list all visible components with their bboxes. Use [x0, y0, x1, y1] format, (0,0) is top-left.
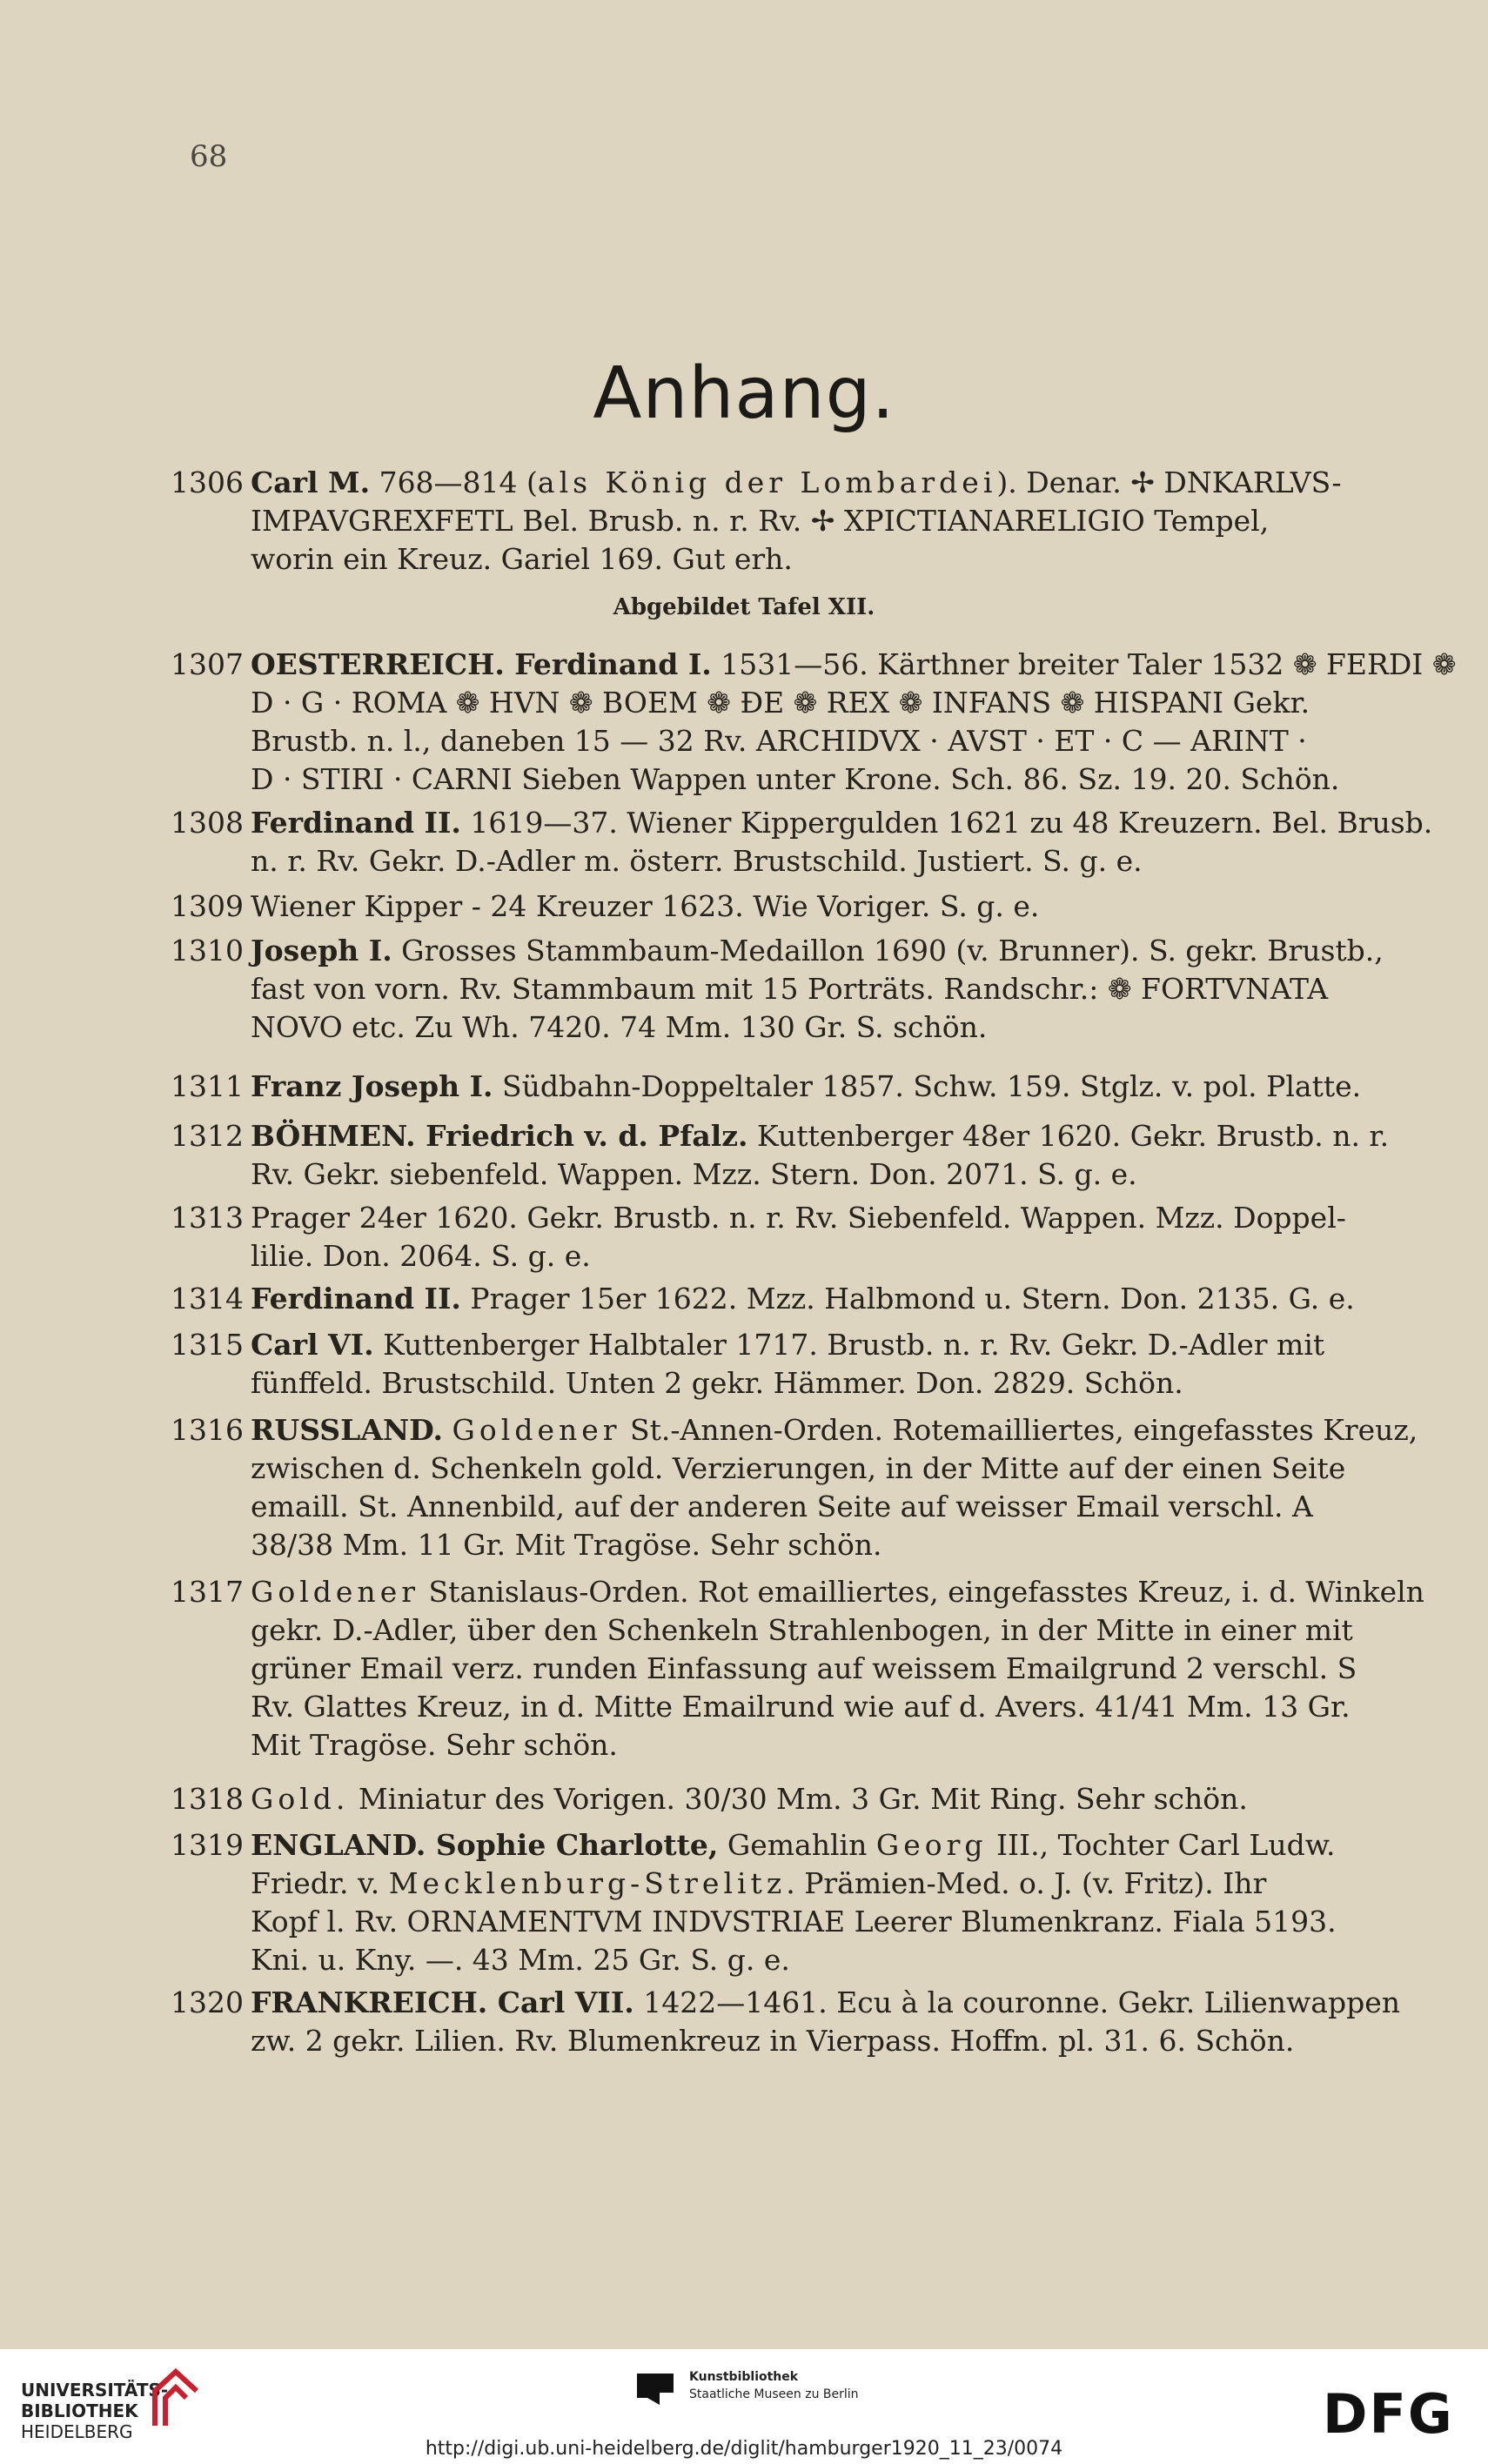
- plate-caption: Abgebildet Tafel XII.: [613, 594, 875, 620]
- entry-line: grüner Email verz. runden Einfassung auf weissem Emailgrund 2 verschl. S: [251, 1651, 1357, 1685]
- entry-line: Joseph I. Grosses Stammbaum-Medaillon 1690 (v. Brunner). S. gekr. Brustb.,: [251, 934, 1384, 968]
- entry-number: 1308: [171, 806, 244, 840]
- entry-line: worin ein Kreuz. Gariel 169. Gut erh.: [251, 542, 793, 576]
- entry-line: Mit Tragöse. Sehr schön.: [251, 1728, 618, 1762]
- entry-line: 38/38 Mm. 11 Gr. Mit Tragöse. Sehr schön.: [251, 1528, 882, 1562]
- kunstbibliothek-logo[interactable]: [689, 2368, 859, 2403]
- entry-text: [251, 1411, 1428, 1564]
- entry-line: fünffeld. Brustschild. Unten 2 gekr. Hämmer. Don. 2829. Schön.: [251, 1366, 1183, 1400]
- university-library-logo[interactable]: [21, 2380, 168, 2442]
- entry-number: 1315: [171, 1328, 244, 1362]
- entry-number: 1318: [171, 1782, 244, 1816]
- entry-number: 1311: [171, 1069, 244, 1103]
- entry-line: BÖHMEN. Friedrich v. d. Pfalz. Kuttenberger 48er 1620. Gekr. Brustb. n. r.: [251, 1119, 1390, 1153]
- entry-text: [251, 1826, 1428, 1979]
- entry-line: Ferdinand II. Prager 15er 1622. Mzz. Halbmond u. Stern. Don. 2135. G. e.: [251, 1282, 1355, 1316]
- entry-line: Prager 24er 1620. Gekr. Brustb. n. r. Rv. Siebenfeld. Wappen. Mzz. Doppel-: [251, 1201, 1346, 1235]
- entry-1315: [171, 1326, 1428, 1403]
- entry-text: [251, 1573, 1428, 1764]
- entry-line: lilie. Don. 2064. S. g. e.: [251, 1239, 591, 1273]
- entry-number: 1309: [171, 889, 244, 923]
- entry-number: 1313: [171, 1201, 244, 1235]
- entry-line: D · G · ROMA ❁ HVN ❁ BOEM ❁ ÐE ❁ REX ❁ INFANS ❁ HISPANI Gekr.: [251, 686, 1310, 720]
- entry-text: [251, 1117, 1428, 1194]
- entry-line: zwischen d. Schenkeln gold. Verzierungen, in der Mitte auf der einen Seite: [251, 1451, 1346, 1485]
- entry-1317: [171, 1573, 1428, 1764]
- entry-line: emaill. St. Annenbild, auf der anderen Seite auf weisser Email verschl. A: [251, 1490, 1313, 1523]
- entry-number: 1312: [171, 1119, 244, 1153]
- entry-number: 1317: [171, 1575, 244, 1609]
- entry-1312: [171, 1117, 1428, 1194]
- entry-1308: [171, 804, 1433, 880]
- entry-number: 1316: [171, 1413, 244, 1447]
- entry-line: Kni. u. Kny. —. 43 Mm. 25 Gr. S. g. e.: [251, 1943, 790, 1977]
- entry-1313: [171, 1199, 1428, 1276]
- entry-text: [251, 1780, 1428, 1818]
- entry-line: zw. 2 gekr. Lilien. Rv. Blumenkreuz in Vierpass. Hoffm. pl. 31. 6. Schön.: [251, 2024, 1295, 2058]
- entry-line: Goldener Stanislaus-Orden. Rot emailliertes, eingefasstes Kreuz, i. d. Winkeln: [251, 1575, 1424, 1609]
- entry-line: n. r. Rv. Gekr. D.-Adler m. österr. Brustschild. Justiert. S. g. e.: [251, 844, 1143, 878]
- uni-logo-line3: HEIDELBERG: [21, 2421, 133, 2442]
- dfg-logo[interactable]: DFG: [1323, 2382, 1454, 2446]
- entry-number: 1306: [171, 465, 244, 499]
- entry-1319: [171, 1826, 1428, 1979]
- entry-text: [251, 804, 1433, 880]
- entry-number: 1307: [171, 647, 244, 681]
- entry-line: Rv. Gekr. siebenfeld. Wappen. Mzz. Stern. Don. 2071. S. g. e.: [251, 1157, 1137, 1191]
- entry-1316: [171, 1411, 1428, 1564]
- kb-logo-line2: Staatliche Museen zu Berlin: [689, 2387, 859, 2401]
- entry-line: ENGLAND. Sophie Charlotte, Gemahlin Georg III., Tochter Carl Ludw.: [251, 1828, 1336, 1862]
- entry-number: 1310: [171, 934, 244, 968]
- entry-line: RUSSLAND. Goldener St.-Annen-Orden. Rotemailliertes, eingefasstes Kreuz,: [251, 1413, 1418, 1447]
- entry-line: Gold. Miniatur des Vorigen. 30/30 Mm. 3 Gr. Mit Ring. Sehr schön.: [251, 1782, 1248, 1816]
- entry-text: [251, 1984, 1428, 2060]
- entry-line: IMPAVGREXFETL Bel. Brusb. n. r. Rv. ✢ XPICTIANARELIGIO Tempel,: [251, 504, 1270, 538]
- entry-line: Friedr. v. Mecklenburg-Strelitz. Prämien-Med. o. J. (v. Fritz). Ihr: [251, 1866, 1267, 1900]
- entry-1309: [171, 887, 1428, 926]
- entry-line: NOVO etc. Zu Wh. 7420. 74 Mm. 130 Gr. S. schön.: [251, 1010, 988, 1044]
- entry-line: Ferdinand II. 1619—37. Wiener Kippergulden 1621 zu 48 Kreuzern. Bel. Brusb.: [251, 806, 1433, 840]
- uni-logo-line1: UNIVERSITÄTS-: [21, 2380, 169, 2400]
- entry-line: Carl VI. Kuttenberger Halbtaler 1717. Brustb. n. r. Rv. Gekr. D.-Adler mit: [251, 1328, 1325, 1362]
- entry-line: FRANKREICH. Carl VII. 1422—1461. Ecu à la couronne. Gekr. Lilienwappen: [251, 1985, 1400, 2019]
- university-emblem-icon: [150, 2365, 202, 2434]
- entry-line: fast von vorn. Rv. Stammbaum mit 15 Porträts. Randschr.: ❁ FORTVNATA: [251, 972, 1329, 1006]
- entry-line: Carl M. 768—814 (als König der Lombardei). Denar. ✢ DNKARLVS-: [251, 465, 1342, 499]
- entry-text: [251, 646, 1457, 799]
- entry-line: Franz Joseph I. Südbahn-Doppeltaler 1857. Schw. 159. Stglz. v. pol. Platte.: [251, 1069, 1362, 1103]
- entry-text: [251, 1068, 1428, 1106]
- entry-1306: [171, 464, 1428, 579]
- page-title: Anhang.: [593, 352, 895, 435]
- kunstbibliothek-emblem-icon: [633, 2368, 677, 2408]
- entry-line: D · STIRI · CARNI Sieben Wappen unter Krone. Sch. 86. Sz. 19. 20. Schön.: [251, 762, 1340, 796]
- entry-1307: [171, 646, 1457, 799]
- entry-1310: [171, 932, 1428, 1047]
- entry-line: Kopf l. Rv. ORNAMENTVM INDVSTRIAE Leerer Blumenkranz. Fiala 5193.: [251, 1905, 1337, 1938]
- entry-line: OESTERREICH. Ferdinand I. 1531—56. Kärthner breiter Taler 1532 ❁ FERDI ❁: [251, 647, 1457, 681]
- entry-text: [251, 1326, 1428, 1403]
- entry-number: 1320: [171, 1985, 244, 2019]
- uni-logo-line2: BIBLIOTHEK: [21, 2400, 138, 2421]
- entry-number: 1319: [171, 1828, 244, 1862]
- entry-text: [251, 464, 1428, 579]
- entry-line: Rv. Glattes Kreuz, in d. Mitte Emailrund wie auf d. Avers. 41/41 Mm. 13 Gr.: [251, 1690, 1351, 1724]
- entry-text: [251, 932, 1428, 1047]
- entry-line: Brustb. n. l., daneben 15 — 32 Rv. ARCHIDVX · AVST · ET · C — ARINT ·: [251, 724, 1307, 758]
- entry-text: [251, 1199, 1428, 1276]
- entry-text: [251, 887, 1428, 926]
- entry-1314: [171, 1280, 1428, 1318]
- entry-1320: [171, 1984, 1428, 2060]
- kb-logo-line1: Kunstbibliothek: [689, 2370, 799, 2384]
- page-number: 68: [190, 139, 228, 174]
- entry-number: 1314: [171, 1282, 244, 1316]
- entry-1311: [171, 1068, 1428, 1106]
- source-url-link[interactable]: http://digi.ub.uni-heidelberg.de/diglit/hamburger1920_11_23/0074: [425, 2438, 1063, 2460]
- entry-line: Wiener Kipper - 24 Kreuzer 1623. Wie Voriger. S. g. e.: [251, 889, 1040, 923]
- entry-line: gekr. D.-Adler, über den Schenkeln Strahlenbogen, in der Mitte in einer mit: [251, 1613, 1353, 1647]
- entry-1318: [171, 1780, 1428, 1818]
- entry-text: [251, 1280, 1428, 1318]
